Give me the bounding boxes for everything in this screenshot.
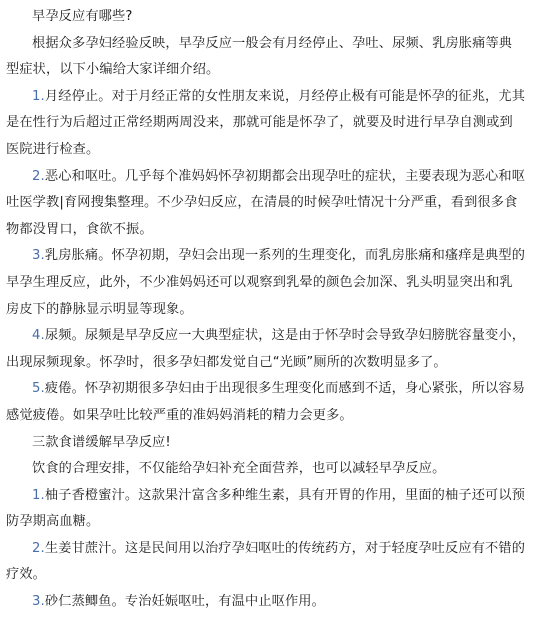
item-text: 乳房胀痛。怀孕初期，孕妇会出现一系列的生理变化，而乳房胀痛和瘙痒是典型的 (44, 248, 526, 264)
symptom-item-3-line: 房皮下的静脉显示明显等现象。 (6, 301, 193, 317)
symptom-item-1-line: 医院进行检查。 (6, 141, 100, 157)
article-heading: 早孕反应有哪些? (32, 9, 133, 24)
item-number: 1. (32, 88, 45, 104)
item-number: 3. (32, 248, 45, 264)
symptom-item-3-line: 早孕生理反应，此外，不少准妈妈还可以观察到乳晕的颜色会加深、乳头明显突出和乳 (6, 274, 513, 290)
recipe-item-2-line: 疗效。 (6, 567, 47, 583)
recipe-item-2 (6, 536, 551, 563)
recipes-heading: 三款食谱缓解早孕反应! (32, 434, 171, 450)
recipe-item-3 (6, 589, 551, 616)
symptom-item-5 (6, 376, 551, 403)
item-text: 尿频。尿频是早孕反应一大典型症状，这是由于怀孕时会导致孕妇膀胱容量变小， (44, 328, 526, 344)
symptom-item-4-line: 出现尿频现象。怀孕时，很多孕妇都发觉自己“光顾”厕所的次数明显多了。 (6, 354, 447, 370)
item-number: 5. (32, 381, 45, 397)
symptom-item-1-line: 是在性行为后超过正常经期两周没来，那就可能是怀孕了，就要及时进行早孕自测或到 (6, 115, 513, 131)
intro-line: 根据众多孕妇经验反映，早孕反应一般会有月经停止、孕吐、尿频、乳房胀痛等典 (32, 35, 513, 51)
item-number: 2. (32, 540, 45, 556)
symptom-item-5-line: 感觉疲倦。如果孕吐比较严重的准妈妈消耗的精力会更多。 (6, 407, 353, 423)
symptom-item-2-line: 吐医学教|育网搜集整理。不少孕妇反应，在清晨的时候孕吐情况十分严重，看到很多食 (6, 195, 518, 211)
symptom-item-1 (6, 84, 551, 111)
item-number: 2. (32, 168, 45, 184)
item-text: 恶心和呕吐。几乎每个准妈妈怀孕初期都会出现孕吐的症状，主要表现为恶心和呕 (44, 168, 526, 184)
item-number: 4. (32, 328, 45, 344)
intro-line: 型症状，以下小编给大家详细介绍。 (6, 62, 220, 78)
item-text: 砂仁蒸鲫鱼。专治妊娠呕吐，有温中止呕作用。 (44, 594, 325, 610)
recipe-item-1 (6, 483, 551, 510)
item-text: 生姜甘蔗汁。这是民间用以治疗孕妇呕吐的传统药方，对于轻度孕吐反应有不错的 (44, 540, 526, 556)
recipe-item-1-line: 防孕期高血糖。 (6, 514, 100, 530)
symptom-item-2-line: 物都没胃口，食欲不振。 (6, 221, 153, 237)
item-number: 1. (32, 487, 45, 503)
item-text: 疲倦。怀孕初期很多孕妇由于出现很多生理变化而感到不适，身心紧张，所以容易 (44, 381, 526, 397)
symptom-item-4 (6, 323, 551, 350)
symptom-item-3 (6, 243, 551, 270)
recipes-intro: 饮食的合理安排，不仅能给孕妇补充全面营养，也可以减轻早孕反应。 (32, 461, 446, 477)
symptom-item-2 (6, 164, 551, 191)
item-number: 3. (32, 594, 45, 610)
item-text: 柚子香橙蜜汁。这款果汁富含多种维生素，具有开胃的作用，里面的柚子还可以预 (44, 487, 526, 503)
item-text: 月经停止。对于月经正常的女性朋友来说，月经停止极有可能是怀孕的征兆，尤其 (44, 88, 526, 104)
